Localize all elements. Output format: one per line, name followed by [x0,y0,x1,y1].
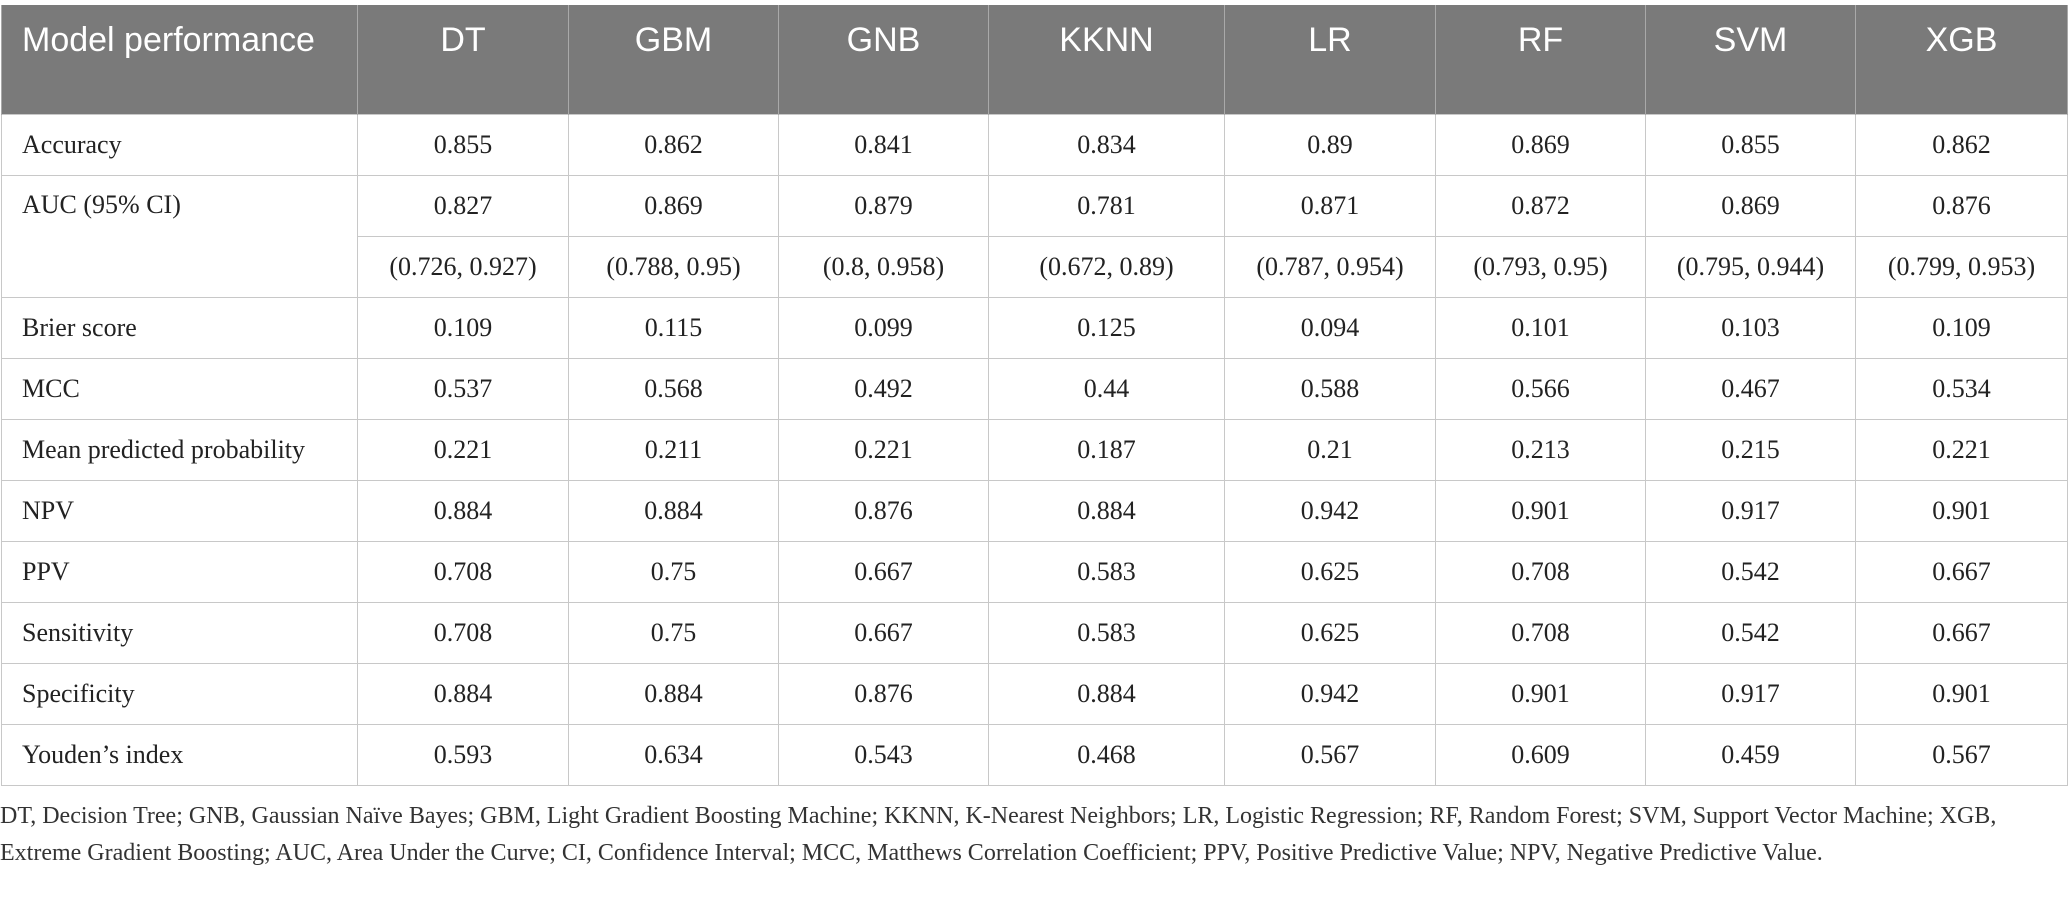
table-cell: 0.869 [1436,114,1646,175]
table-cell: 0.221 [1856,419,2068,480]
table-cell: 0.884 [989,663,1225,724]
table-cell: 0.89 [1225,114,1436,175]
table-cell: 0.667 [1856,602,2068,663]
table-cell: 0.103 [1646,297,1856,358]
table-row [2,480,2068,541]
table-cell: 0.876 [779,480,989,541]
table-cell: 0.884 [358,663,569,724]
table-cell: 0.884 [358,480,569,541]
table-cell: 0.221 [358,419,569,480]
table-cell: 0.542 [1646,541,1856,602]
table-cell: 0.872 [1436,175,1646,236]
table-row [2,297,2068,358]
column-header-kknn: KKNN [989,5,1225,114]
table-cell: 0.583 [989,541,1225,602]
table-cell: 0.467 [1646,358,1856,419]
table-cell: 0.459 [1646,724,1856,785]
table-row [2,114,2068,175]
table-cell: 0.855 [358,114,569,175]
table-cell: 0.215 [1646,419,1856,480]
ci-cell: (0.795, 0.944) [1646,236,1856,297]
table-cell: 0.609 [1436,724,1646,785]
table-cell: 0.862 [569,114,779,175]
ci-cell: (0.726, 0.927) [358,236,569,297]
table-cell: 0.901 [1856,480,2068,541]
table-cell: 0.781 [989,175,1225,236]
table-cell: 0.187 [989,419,1225,480]
table-row [2,419,2068,480]
table-cell: 0.869 [1646,175,1856,236]
table-cell: 0.75 [569,541,779,602]
table-cell: 0.109 [1856,297,2068,358]
table-cell: 0.099 [779,297,989,358]
table-header-row [2,5,2068,114]
column-header-svm: SVM [1646,5,1856,114]
ci-cell: (0.788, 0.95) [569,236,779,297]
table-cell: 0.869 [569,175,779,236]
row-label: Brier score [2,297,358,358]
table-cell: 0.109 [358,297,569,358]
table-row [2,541,2068,602]
ci-cell: (0.8, 0.958) [779,236,989,297]
table-cell: 0.625 [1225,602,1436,663]
table-cell: 0.827 [358,175,569,236]
table-cell: 0.667 [1856,541,2068,602]
row-label: NPV [2,480,358,541]
table-row [2,358,2068,419]
table-cell: 0.708 [1436,602,1646,663]
table-cell: 0.901 [1856,663,2068,724]
table-row [2,602,2068,663]
column-header-gbm: GBM [569,5,779,114]
table-cell: 0.884 [569,663,779,724]
table-cell: 0.492 [779,358,989,419]
table-cell: 0.917 [1646,663,1856,724]
table-cell: 0.211 [569,419,779,480]
table-cell: 0.543 [779,724,989,785]
row-label: Accuracy [2,114,358,175]
table-cell: 0.871 [1225,175,1436,236]
table-cell: 0.101 [1436,297,1646,358]
table-cell: 0.125 [989,297,1225,358]
ci-cell: (0.787, 0.954) [1225,236,1436,297]
ci-cell: (0.672, 0.89) [989,236,1225,297]
table-cell: 0.708 [358,541,569,602]
table-cell: 0.094 [1225,297,1436,358]
table-row [2,175,2068,236]
row-label: MCC [2,358,358,419]
table-cell: 0.21 [1225,419,1436,480]
model-performance-table [1,5,2068,786]
table-cell: 0.221 [779,419,989,480]
table-cell: 0.901 [1436,480,1646,541]
table-cell: 0.876 [779,663,989,724]
table-footnote: DT, Decision Tree; GNB, Gaussian Naïve Bayes; GBM, Light Gradient Boosting Machine; KKNN, K-Nearest Neighbors; LR, Logistic Regression; RF, Random Forest; SVM, Support Vector Machine; XGB, Extreme Gradient Boosting; AUC, Area Under the Curve; CI, Confidence Interval; MCC, Matthews Correlation Coefficient; PPV, Positive Predictive Value; NPV, Negative Predictive Value. [0,803,1997,866]
table-cell: 0.534 [1856,358,2068,419]
table-cell: 0.942 [1225,480,1436,541]
row-label: Specificity [2,663,358,724]
table-cell: 0.708 [1436,541,1646,602]
table-cell: 0.901 [1436,663,1646,724]
row-label: Sensitivity [2,602,358,663]
table-cell: 0.542 [1646,602,1856,663]
table-cell: 0.834 [989,114,1225,175]
ci-cell: (0.799, 0.953) [1856,236,2068,297]
table-cell: 0.876 [1856,175,2068,236]
table-cell: 0.44 [989,358,1225,419]
table-cell: 0.537 [358,358,569,419]
column-header-model-performance: Model performance [2,5,358,114]
table-cell: 0.468 [989,724,1225,785]
table-cell: 0.634 [569,724,779,785]
table-cell: 0.862 [1856,114,2068,175]
table-cell: 0.567 [1225,724,1436,785]
table-cell: 0.884 [989,480,1225,541]
table-cell: 0.942 [1225,663,1436,724]
column-header-dt: DT [358,5,569,114]
table-cell: 0.567 [1856,724,2068,785]
table-cell: 0.855 [1646,114,1856,175]
table-cell: 0.625 [1225,541,1436,602]
table-cell: 0.667 [779,602,989,663]
row-label: Mean predicted probability [2,419,358,480]
table-cell: 0.213 [1436,419,1646,480]
table-row [2,663,2068,724]
row-label: PPV [2,541,358,602]
column-header-gnb: GNB [779,5,989,114]
table-row [2,724,2068,785]
column-header-lr: LR [1225,5,1436,114]
row-label: AUC (95% CI) [2,175,358,297]
table-cell: 0.917 [1646,480,1856,541]
table-cell: 0.566 [1436,358,1646,419]
ci-cell: (0.793, 0.95) [1436,236,1646,297]
table-cell: 0.583 [989,602,1225,663]
table-cell: 0.593 [358,724,569,785]
table-cell: 0.588 [1225,358,1436,419]
table-cell: 0.667 [779,541,989,602]
table-cell: 0.115 [569,297,779,358]
table-cell: 0.75 [569,602,779,663]
row-label: Youden’s index [2,724,358,785]
table-cell: 0.841 [779,114,989,175]
table-cell: 0.884 [569,480,779,541]
table-cell: 0.568 [569,358,779,419]
table-cell: 0.879 [779,175,989,236]
column-header-rf: RF [1436,5,1646,114]
column-header-xgb: XGB [1856,5,2068,114]
table-cell: 0.708 [358,602,569,663]
